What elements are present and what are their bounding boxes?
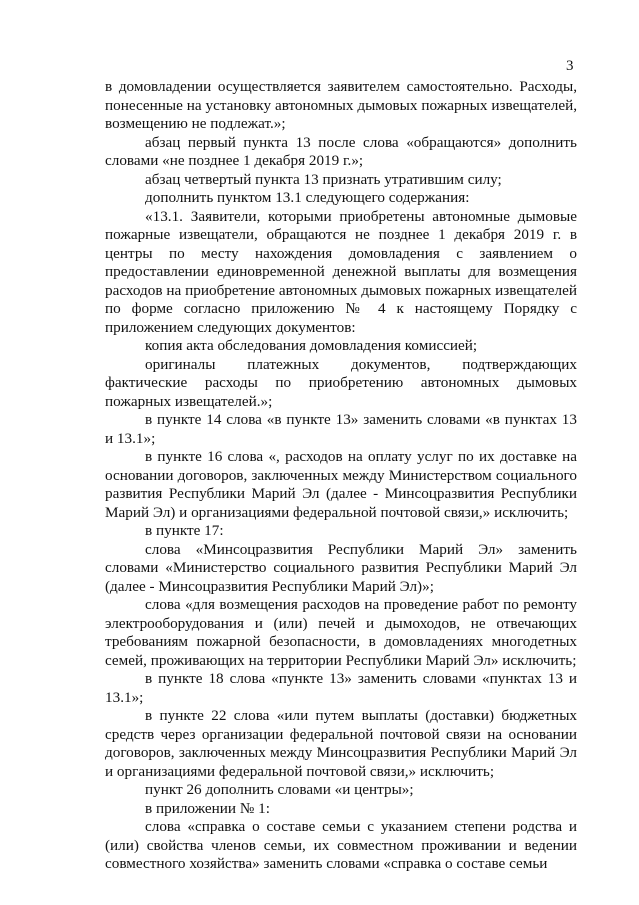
paragraph: в пункте 17: bbox=[145, 522, 224, 539]
paragraph: копия акта обследования домовладения комиссией; bbox=[145, 337, 478, 354]
paragraph: слова «справка о составе семьи с указанием степени родства и (или) свойства членов семьи, их совместном проживании и ведении совместного хозяйства» заменить словами «справка о составе семьи bbox=[105, 818, 577, 872]
paragraph: пункт 26 дополнить словами «и центры»; bbox=[145, 781, 414, 798]
page-number: 3 bbox=[566, 58, 574, 74]
paragraph: абзац четвертый пункта 13 признать утратившим силу; bbox=[145, 170, 502, 188]
paragraph: слова «для возмещения расходов на проведение работ по ремонту электрооборудования и (или) печей и дымоходов, не отвечающих требованиям пожарной безопасности, в домовладениях многодетных семей, проживающих на территории Республики Марий Эл» исключить; bbox=[105, 596, 577, 669]
paragraph: в пункте 22 слова «или путем выплаты (доставки) бюджетных средств через организации федеральной почтовой связи на основании договоров, заключенных между Минсоцразвития Республики Марий Эл и организациями федеральной почтовой связи,» исключить; bbox=[105, 707, 577, 780]
paragraph: «13.1. Заявители, которыми приобретены автономные дымовые пожарные извещатели, обращаются не позднее 1 декабря 2019 г. в центры по месту нахождения домовладения с заявлением о предоставлении единовременной денежной выплаты для возмещения расходов на приобретение автономных дымовых пожарных извещателей по форме согласно приложению № 4 к настоящему Порядку с приложением следующих документов: bbox=[105, 207, 577, 336]
paragraph: дополнить пунктом 13.1 следующего содержания: bbox=[145, 189, 470, 206]
paragraph: в пункте 18 слова «пункте 13» заменить словами «пунктах 13 и 13.1»; bbox=[105, 670, 577, 706]
paragraph: в домовладении осуществляется заявителем самостоятельно. Расходы, понесенные на установку автономных дымовых пожарных извещателей, возмещению не подлежат.»; bbox=[105, 78, 577, 132]
document-body bbox=[105, 78, 577, 874]
paragraph: в приложении № 1: bbox=[145, 799, 270, 817]
paragraph: оригиналы платежных документов, подтверждающих фактические расходы по приобретению автономных дымовых пожарных извещателей.»; bbox=[105, 355, 577, 410]
paragraph: абзац первый пункта 13 после слова «обращаются» дополнить словами «не позднее 1 декабря 2019 г.»; bbox=[105, 133, 577, 169]
paragraph: в пункте 14 слова «в пункте 13» заменить словами «в пунктах 13 и 13.1»; bbox=[105, 411, 577, 447]
paragraph: в пункте 16 слова «, расходов на оплату услуг по их доставке на основании договоров, заключенных между Министерством социального развития Республики Марий Эл (далее - Минсоцразвития Республики Марий Эл) и организациями федеральной почтовой связи,» исключить; bbox=[105, 448, 577, 521]
paragraph: слова «Минсоцразвития Республики Марий Эл» заменить словами «Министерство социального развития Республики Марий Эл (далее - Минсоцразвития Республики Марий Эл)»; bbox=[105, 540, 577, 595]
